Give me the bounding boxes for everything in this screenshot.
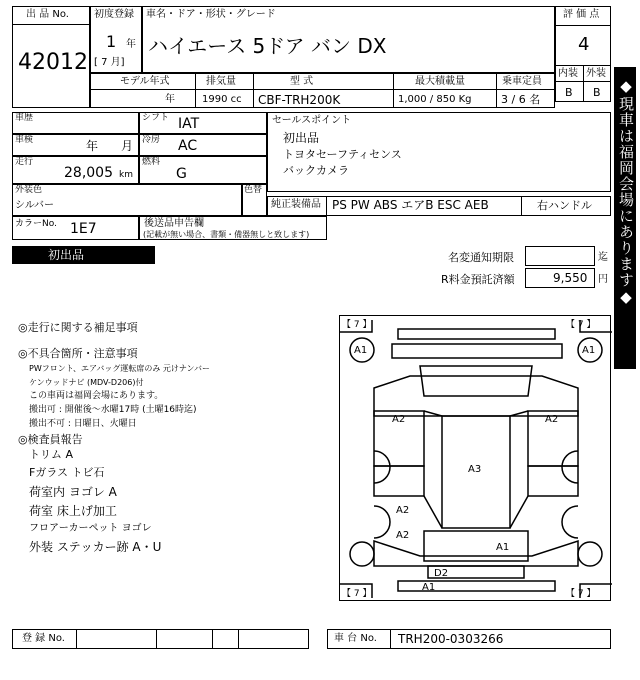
mark-a2-left-lower: A2 bbox=[396, 505, 410, 516]
reg-no-div-3 bbox=[212, 629, 213, 649]
corner-label-bl: 【 7 】 bbox=[342, 589, 372, 599]
handle-value: 右ハンドル bbox=[537, 199, 592, 212]
inspection-label: 車検 bbox=[15, 135, 34, 145]
color-no-label: カラーNo. bbox=[15, 219, 57, 229]
windshield bbox=[420, 366, 532, 396]
corner-label-tr: 【 7 】 bbox=[566, 320, 596, 330]
transfer-unit: 迄 bbox=[598, 252, 608, 263]
lot-number: 42012 bbox=[18, 50, 88, 75]
type-label: 型 式 bbox=[290, 76, 314, 87]
ac-value: AC bbox=[178, 138, 198, 154]
exterior-label: 外装 bbox=[586, 68, 606, 79]
equipment-divider-2 bbox=[521, 196, 522, 216]
mark-a1-rear-bumper: A1 bbox=[422, 582, 436, 593]
sales-points-label: セールスポイント bbox=[272, 115, 352, 126]
transfer-label: 名変通知期限 bbox=[448, 251, 514, 264]
corner-label-tl: 【 7 】 bbox=[342, 320, 372, 330]
first-reg-year-unit: 年 bbox=[126, 39, 136, 50]
model-year-unit: 年 bbox=[165, 94, 175, 105]
history-label: 車歴 bbox=[15, 113, 34, 123]
rear-right-circle bbox=[578, 542, 602, 566]
left-front-wheel bbox=[374, 451, 390, 483]
recycle-label: R料金預託済額 bbox=[441, 273, 515, 286]
mark-a1-front-right: A1 bbox=[582, 345, 596, 356]
rear-body bbox=[374, 541, 578, 566]
fuel-label: 燃料 bbox=[142, 157, 161, 167]
inspector-header: ◎検査員報告 bbox=[18, 433, 83, 446]
inspector-line-1: トリム A bbox=[29, 448, 74, 461]
mark-a3-roof: A3 bbox=[468, 464, 482, 475]
grade-divider bbox=[583, 65, 584, 102]
score-label: 評 価 点 bbox=[563, 9, 600, 20]
mark-a1-rear: A1 bbox=[496, 542, 510, 553]
front-panel bbox=[392, 344, 562, 358]
grade-label-line bbox=[555, 81, 611, 82]
spec-div-2 bbox=[253, 73, 254, 108]
equipment-divider bbox=[326, 196, 327, 216]
defect-line-3: この車両は福岡会場にあります。 bbox=[29, 391, 164, 401]
capacity-label: 乗車定員 bbox=[502, 76, 542, 87]
score-label-line bbox=[555, 25, 611, 26]
rear-left-circle bbox=[350, 542, 374, 566]
recycle-value: 9,550 bbox=[553, 271, 588, 285]
mark-a2-left-rear: A2 bbox=[396, 530, 410, 541]
mark-a2-left: A2 bbox=[392, 414, 406, 425]
interior-label: 内装 bbox=[558, 68, 578, 79]
side-banner-text: ◆現車は福岡会場にあります◆ bbox=[617, 77, 635, 307]
first-reg-month: [ 7 月] bbox=[94, 57, 125, 68]
mileage-label: 走行 bbox=[15, 157, 34, 167]
recycle-unit: 円 bbox=[598, 274, 608, 285]
equipment-items: PS PW ABS エアB ESC AEB bbox=[332, 198, 489, 212]
equipment-label: 純正装備品 bbox=[271, 199, 321, 210]
front-bumper bbox=[398, 329, 555, 339]
chassis-value: TRH200-0303266 bbox=[398, 632, 504, 646]
sales-point-3: バックカメラ bbox=[283, 164, 349, 177]
spec-div-4 bbox=[496, 73, 497, 108]
mark-a1-front-left: A1 bbox=[354, 345, 368, 356]
mark-a2-right: A2 bbox=[545, 414, 559, 425]
inspection-month-unit: 月 bbox=[121, 139, 134, 153]
defect-line-5: 搬出不可 : 日曜日、火曜日 bbox=[29, 419, 137, 429]
max-load-value: 1,000 / 850 Kg bbox=[398, 94, 472, 105]
chassis-divider bbox=[390, 629, 391, 649]
aftermarket-note: (記載が無い場合、書類・備器無しと致します) bbox=[143, 230, 310, 239]
transfer-value-box bbox=[525, 246, 595, 266]
defect-line-2: ケンウッドナビ (MDV-D206)付 bbox=[29, 378, 144, 387]
color-no-value: 1E7 bbox=[70, 221, 97, 237]
inspector-line-3: 荷室内 ヨゴレ A bbox=[29, 485, 117, 499]
car-name-label: 車名・ドア・形状・グレード bbox=[146, 9, 276, 20]
fuel-value: G bbox=[176, 166, 187, 182]
defects-header: ◎不具合箇所・注意事項 bbox=[18, 347, 138, 360]
aftermarket-label: 後送品申告欄 bbox=[144, 218, 204, 229]
first-listing-bar bbox=[12, 246, 155, 264]
defect-line-1: PWフロント、エアバッグ運転席のみ 元けナンバー bbox=[29, 364, 210, 373]
inspector-line-5: フロアーカーペット ヨゴレ bbox=[29, 523, 152, 534]
inspection-year-unit: 年 bbox=[86, 139, 99, 153]
interior-grade: B bbox=[565, 86, 573, 99]
car-name: ハイエース 5ドア バン DX bbox=[148, 34, 387, 58]
car-diagram-frame bbox=[339, 315, 611, 601]
model-year-label: モデル年式 bbox=[120, 76, 170, 87]
side-banner bbox=[614, 67, 636, 369]
mileage-value: 28,005 bbox=[64, 165, 113, 181]
car-diagram bbox=[340, 316, 612, 602]
reg-no-divider bbox=[76, 629, 77, 649]
sales-point-1: 初出品 bbox=[283, 131, 320, 145]
max-load-label: 最大積載量 bbox=[415, 76, 465, 87]
driving-notes-header: ◎走行に関する補足事項 bbox=[18, 321, 138, 334]
left-rear-wheel bbox=[374, 506, 390, 538]
spec-label-line bbox=[90, 89, 555, 90]
shift-label: シフト bbox=[142, 113, 170, 123]
reg-no-div-4 bbox=[238, 629, 239, 649]
reg-no-div-2 bbox=[156, 629, 157, 649]
displacement-label: 排気量 bbox=[206, 76, 236, 87]
mark-d2-rear: D2 bbox=[434, 568, 449, 579]
color-change-label: 色替 bbox=[244, 185, 263, 195]
shift-value: IAT bbox=[178, 116, 200, 132]
defect-line-4: 搬出可 : 開催後～水曜17時 (土曜16時迄) bbox=[29, 405, 197, 415]
mileage-unit: km bbox=[119, 170, 133, 180]
right-front-wheel bbox=[562, 451, 578, 483]
chassis-label: 車 台 No. bbox=[334, 633, 377, 644]
spec-div-3 bbox=[393, 73, 394, 108]
ext-color-label: 外装色 bbox=[15, 185, 43, 195]
capacity-value: 3 / 6 名 bbox=[501, 93, 541, 106]
displacement-value: 1990 cc bbox=[202, 94, 242, 105]
exterior-grade: B bbox=[593, 86, 601, 99]
inspector-line-2: Fガラス トビ石 bbox=[29, 466, 105, 479]
ext-color-value: シルバー bbox=[15, 200, 55, 211]
first-reg-year: 1 bbox=[106, 32, 117, 51]
inspector-line-6: 外装 ステッカー跡 A・U bbox=[29, 540, 162, 554]
score-value: 4 bbox=[578, 34, 590, 55]
corner-label-br: 【 7 】 bbox=[566, 589, 596, 599]
reg-no-label: 登 録 No. bbox=[22, 633, 65, 644]
ac-label: 冷房 bbox=[142, 135, 161, 145]
inspector-line-4: 荷室 床上げ加工 bbox=[29, 504, 117, 518]
type-value: CBF-TRH200K bbox=[258, 93, 341, 107]
sales-point-2: トヨタセーフティセンス bbox=[283, 148, 402, 161]
lot-label: 出 品 No. bbox=[26, 9, 69, 20]
first-listing-text: 初出品 bbox=[48, 248, 85, 262]
first-reg-label: 初度登録 bbox=[94, 9, 134, 20]
spec-div-1 bbox=[195, 73, 196, 108]
right-rear-wheel bbox=[562, 506, 578, 538]
